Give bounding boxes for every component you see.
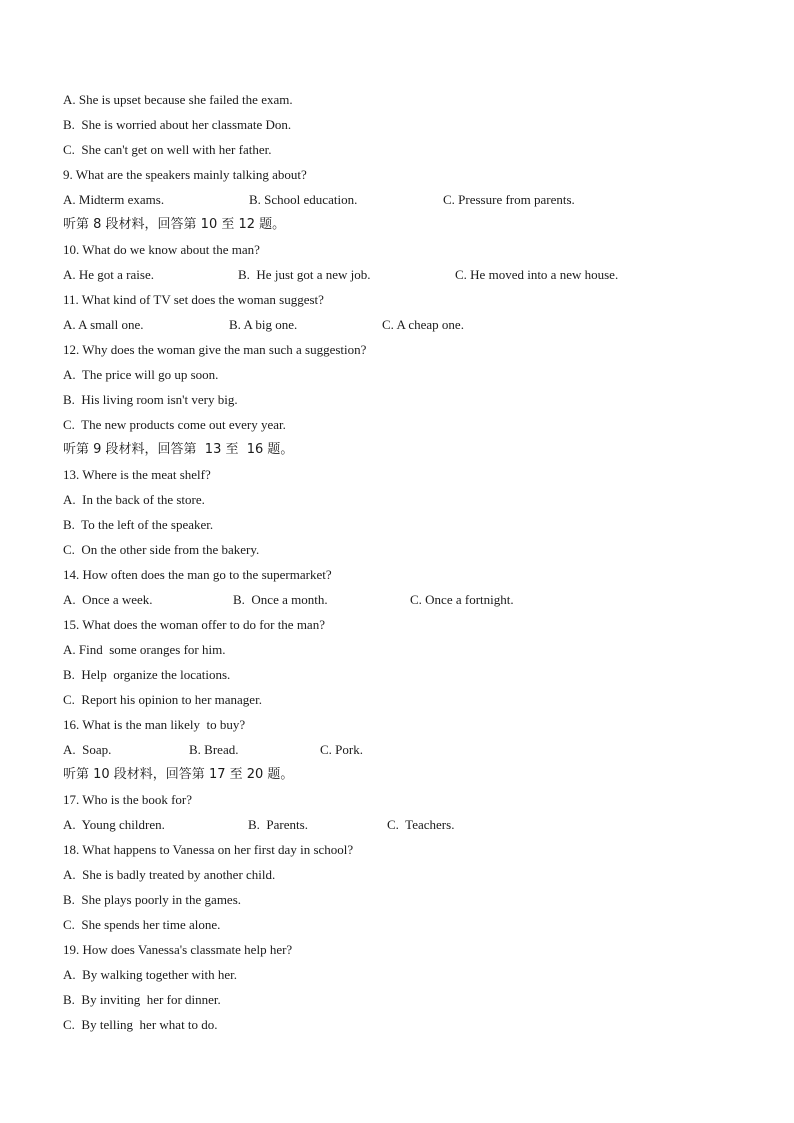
answer-option-line: A. She is badly treated by another child. bbox=[63, 867, 276, 882]
answer-option: C. Teachers. bbox=[387, 817, 455, 832]
answer-option-line: A. By walking together with her. bbox=[63, 967, 238, 982]
answer-option: A. Soap. bbox=[63, 742, 112, 757]
answer-option-line: B. By inviting her for dinner. bbox=[63, 992, 221, 1007]
answer-options-row bbox=[63, 312, 743, 337]
answer-option: C. Pork. bbox=[320, 742, 363, 757]
section-instruction: 听第 10 段材料，回答第 17 至 20 题。 bbox=[63, 767, 294, 782]
question-text: 18. What happens to Vanessa on her first day in school? bbox=[63, 842, 354, 857]
section-instruction: 听第 8 段材料，回答第 10 至 12 题。 bbox=[63, 217, 286, 232]
answer-options-row bbox=[63, 587, 743, 612]
question-text: 19. How does Vanessa's classmate help her? bbox=[63, 942, 293, 957]
answer-option-line: B. She is worried about her classmate Don. bbox=[63, 117, 292, 132]
answer-option: A. Once a week. bbox=[63, 592, 153, 607]
answer-option-line: C. She spends her time alone. bbox=[63, 917, 221, 932]
answer-option-line: C. By telling her what to do. bbox=[63, 1017, 218, 1032]
answer-option-line: B. His living room isn't very big. bbox=[63, 392, 238, 407]
answer-option: A. A small one. bbox=[63, 317, 144, 332]
document-page bbox=[63, 87, 743, 1037]
answer-option: B. School education. bbox=[249, 192, 358, 207]
question-text: 10. What do we know about the man? bbox=[63, 242, 260, 257]
answer-option: B. He just got a new job. bbox=[238, 267, 371, 282]
answer-options-row bbox=[63, 262, 743, 287]
answer-option: A. Young children. bbox=[63, 817, 165, 832]
answer-options-row bbox=[63, 737, 743, 762]
answer-option: C. Once a fortnight. bbox=[410, 592, 514, 607]
answer-option: B. Parents. bbox=[248, 817, 308, 832]
question-text: 16. What is the man likely to buy? bbox=[63, 717, 246, 732]
answer-option-line: A. She is upset because she failed the exam. bbox=[63, 92, 293, 107]
answer-option-line: C. On the other side from the bakery. bbox=[63, 542, 260, 557]
answer-option-line: B. She plays poorly in the games. bbox=[63, 892, 242, 907]
answer-option-line: A. In the back of the store. bbox=[63, 492, 205, 507]
question-text: 13. Where is the meat shelf? bbox=[63, 467, 211, 482]
question-text: 9. What are the speakers mainly talking about? bbox=[63, 167, 307, 182]
answer-option: B. A big one. bbox=[229, 317, 298, 332]
question-text: 11. What kind of TV set does the woman suggest? bbox=[63, 292, 324, 307]
answer-option-line: B. Help organize the locations. bbox=[63, 667, 231, 682]
answer-option: A. Midterm exams. bbox=[63, 192, 165, 207]
answer-option-line: C. The new products come out every year. bbox=[63, 417, 286, 432]
answer-option-line: C. Report his opinion to her manager. bbox=[63, 692, 262, 707]
section-instruction: 听第 9 段材料，回答第 13 至 16 题。 bbox=[63, 442, 294, 457]
question-text: 14. How often does the man go to the supermarket? bbox=[63, 567, 332, 582]
question-text: 17. Who is the book for? bbox=[63, 792, 193, 807]
question-text: 12. Why does the woman give the man such a suggestion? bbox=[63, 342, 367, 357]
answer-option: C. He moved into a new house. bbox=[455, 267, 619, 282]
answer-option: C. Pressure from parents. bbox=[443, 192, 575, 207]
answer-option-line: C. She can't get on well with her father. bbox=[63, 142, 272, 157]
answer-option-line: A. The price will go up soon. bbox=[63, 367, 219, 382]
answer-option: A. He got a raise. bbox=[63, 267, 154, 282]
question-text: 15. What does the woman offer to do for the man? bbox=[63, 617, 325, 632]
answer-option: C. A cheap one. bbox=[382, 317, 464, 332]
answer-option: B. Once a month. bbox=[233, 592, 328, 607]
answer-options-row bbox=[63, 187, 743, 212]
answer-options-row bbox=[63, 812, 743, 837]
answer-option-line: A. Find some oranges for him. bbox=[63, 642, 226, 657]
answer-option-line: B. To the left of the speaker. bbox=[63, 517, 214, 532]
answer-option: B. Bread. bbox=[189, 742, 239, 757]
